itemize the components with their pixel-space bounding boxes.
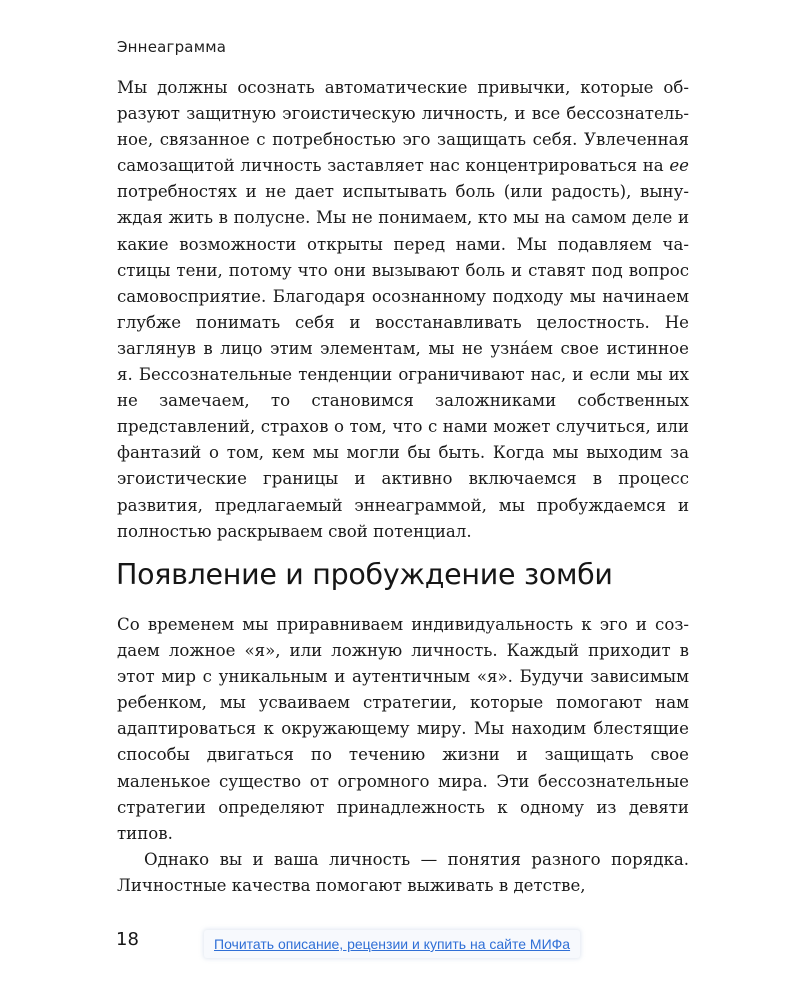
text-line: самозащитой личность заставляет нас концентрироваться на [117,156,670,176]
text-line: свое маленькое существо от огромного мира. Эти бессозна [117,745,689,791]
text-line: или фантазий о том, кем мы могли бы быть. Когда мы выхо [117,417,689,463]
text-line: ждая жить в полусне. Мы не понимаем, кто мы на самом деле [117,208,678,228]
text-line: ное я. Бессознательные тенденции ограничивают нас, и если [117,338,689,385]
text-line: разуют защитную эгоистическую личность, и все бессознатель [117,104,689,124]
text-line: мы их не замечаем, то становимся заложниками собственных [117,365,689,411]
text-line: дим за эгоистические границы и активно включаемся в про [117,443,690,489]
text-line: тельные стратегии определяют принадлежность к одному [117,771,689,817]
text-line: прос самовосприятие. Благодаря осознанному подходу мы на [117,260,689,306]
paragraph-1 [117,75,689,545]
text-line: Мы должны осознать автоматические привычки, которые об [117,78,689,97]
text-line: в этот мир с уникальным и аутентичным «я». Будучи зави [117,641,689,687]
paragraph-3-text [117,847,689,899]
text-line: и полностью раскрываем свой потенциал. [117,495,689,541]
text-line: и какие возможности открыты перед нами. Мы подавляем ча [117,208,689,254]
page-number: 18 [116,929,139,950]
text-line: из девяти типов. [117,797,689,843]
text-line: ют нам адаптироваться к окружающему миру. Мы находим [117,693,690,739]
text-line: ка. Личностные качества помогают выживать в детстве, [117,849,689,895]
text-line: симым ребенком, мы усваиваем стратегии, которые помога [117,667,689,713]
running-header: Эннеаграмма [117,38,227,56]
text-line: Однако вы и ваша личность — понятия разного поряд [144,849,664,869]
text-line: представлений, страхов о том, что с нами может случиться, [117,417,657,437]
section-heading: Появление и пробуждение зомби [116,558,613,591]
emphasis-text: ее [669,156,689,176]
text-line: блестящие способы двигаться по течению жизни и защищать [117,719,689,765]
text-line: потребностях и не дает испытывать боль (или радость), выну [117,182,689,202]
text-line: ное, связанное с потребностью эго защищать себя. Увлеченная [117,130,689,150]
text-line: Не заглянув в лицо этим элементам, мы не узна́ем свое истин [117,312,689,358]
text-line: даем ложное «я», или ложную личность. Каждый приходит [117,641,680,661]
text-line: чинаем глубже понимать себя и восстанавливать целостность. [117,286,689,332]
paragraph-2-text [117,612,689,847]
text-line: цесс развития, предлагаемый эннеаграммой, мы пробуждаемся [117,469,689,515]
store-link[interactable]: Почитать описание, рецензии и купить на сайте МИФа [204,930,580,958]
paragraph-2 [117,612,689,899]
text-line: стицы тени, потому что они вызывают боль и ставят под во [117,260,649,280]
paragraph-1-text [117,75,689,545]
text-line: Со временем мы приравниваем индивидуальность к эго и соз [117,615,689,634]
